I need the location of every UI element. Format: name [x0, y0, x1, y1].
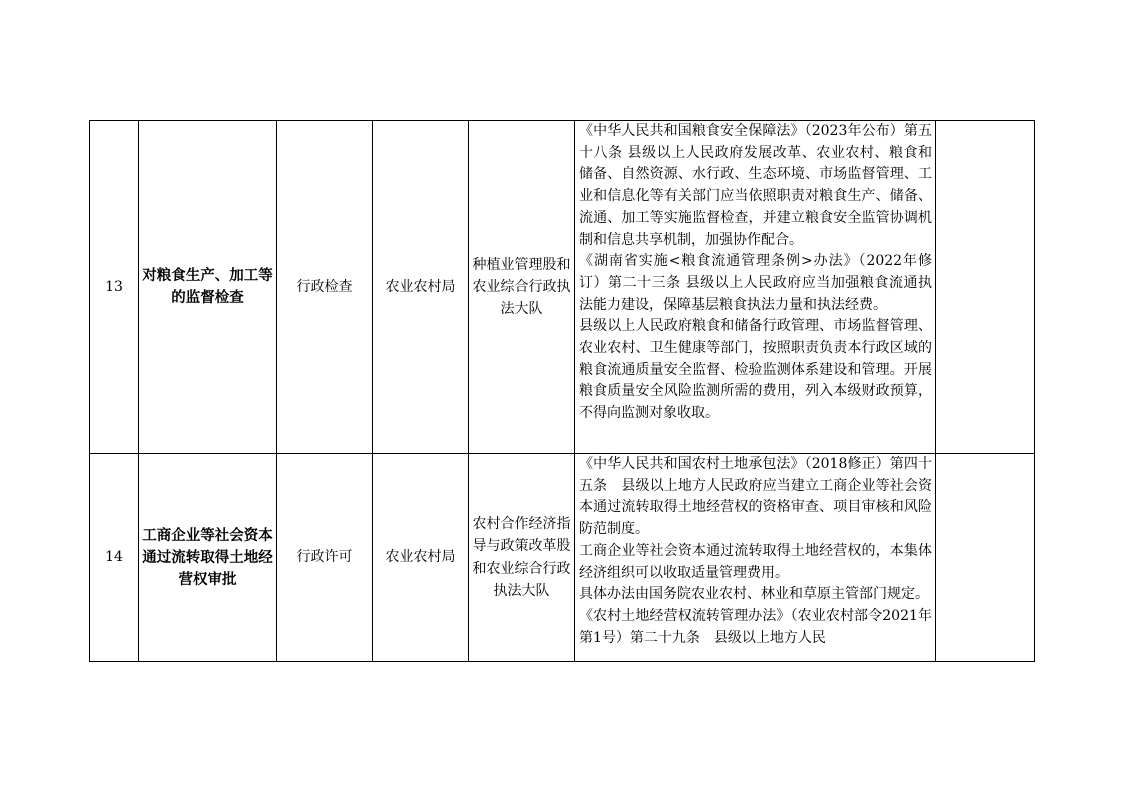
responsible-unit: 农村合作经济指导与政策改革股和农业综合行政执法大队 — [469, 454, 575, 662]
item-category: 行政许可 — [277, 454, 373, 662]
table-row — [90, 454, 1035, 662]
item-category: 行政检查 — [277, 121, 373, 454]
legal-basis-paragraph: 《农村土地经营权流转管理办法》（农业农村部令2021年第1号）第二十九条 县级以上地方人民 — [579, 607, 932, 646]
row-number: 14 — [90, 454, 139, 662]
remark-cell — [936, 454, 1035, 662]
power-list-table — [89, 120, 1035, 662]
legal-basis-paragraph: 《中华人民共和国农村土地承包法》（2018修正）第四十五条 县级以上地方人民政府应当建立工商企业等社会资本通过流转取得土地经营权的资格审查、项目审核和风险防范制度。 — [579, 456, 932, 538]
row-number: 13 — [90, 121, 139, 454]
legal-basis-paragraph: 工商企业等社会资本通过流转取得土地经营权的，本集体经济组织可以收取适量管理费用。 — [579, 542, 932, 581]
table-row — [90, 121, 1035, 454]
item-name: 工商企业等社会资本通过流转取得土地经营权审批 — [139, 454, 277, 662]
responsible-department: 农业农村局 — [373, 121, 469, 454]
legal-basis-paragraph: 具体办法由国务院农业农村、林业和草原主管部门规定。 — [579, 586, 929, 603]
responsible-unit: 种植业管理股和农业综合行政执法大队 — [469, 121, 575, 454]
legal-basis-content — [579, 454, 932, 661]
legal-basis — [575, 121, 936, 454]
legal-basis — [575, 454, 936, 662]
responsible-department: 农业农村局 — [373, 454, 469, 662]
legal-basis-paragraph: 《中华人民共和国粮食安全保障法》（2023年公布）第五十八条 县级以上人民政府发展改革、农业农村、粮食和储备、自然资源、水行政、生态环境、市场监督管理、工业和信息化等有关部门应当依照职责对粮食生产、储备、流通、加工等实施监督检查，并建立粮食安全监管协调机制和信息共享机制，加强协作配合。 — [579, 123, 932, 248]
legal-basis-paragraph: 县级以上人民政府粮食和储备行政管理、市场监督管理、农业农村、卫生健康等部门，按照职责负责本行政区域的粮食流通质量安全监督、检验监测体系建设和管理。开展粮食质量安全风险监测所需的费用，列入本级财政预算，不得向监测对象收取。 — [579, 318, 932, 422]
item-name: 对粮食生产、加工等的监督检查 — [139, 121, 277, 454]
legal-basis-paragraph: 《湖南省实施<粮食流通管理条例>办法》（2022年修订）第二十三条 县级以上人民政府应当加强粮食流通执法能力建设，保障基层粮食执法力量和执法经费。 — [579, 253, 932, 313]
remark-cell — [936, 121, 1035, 454]
